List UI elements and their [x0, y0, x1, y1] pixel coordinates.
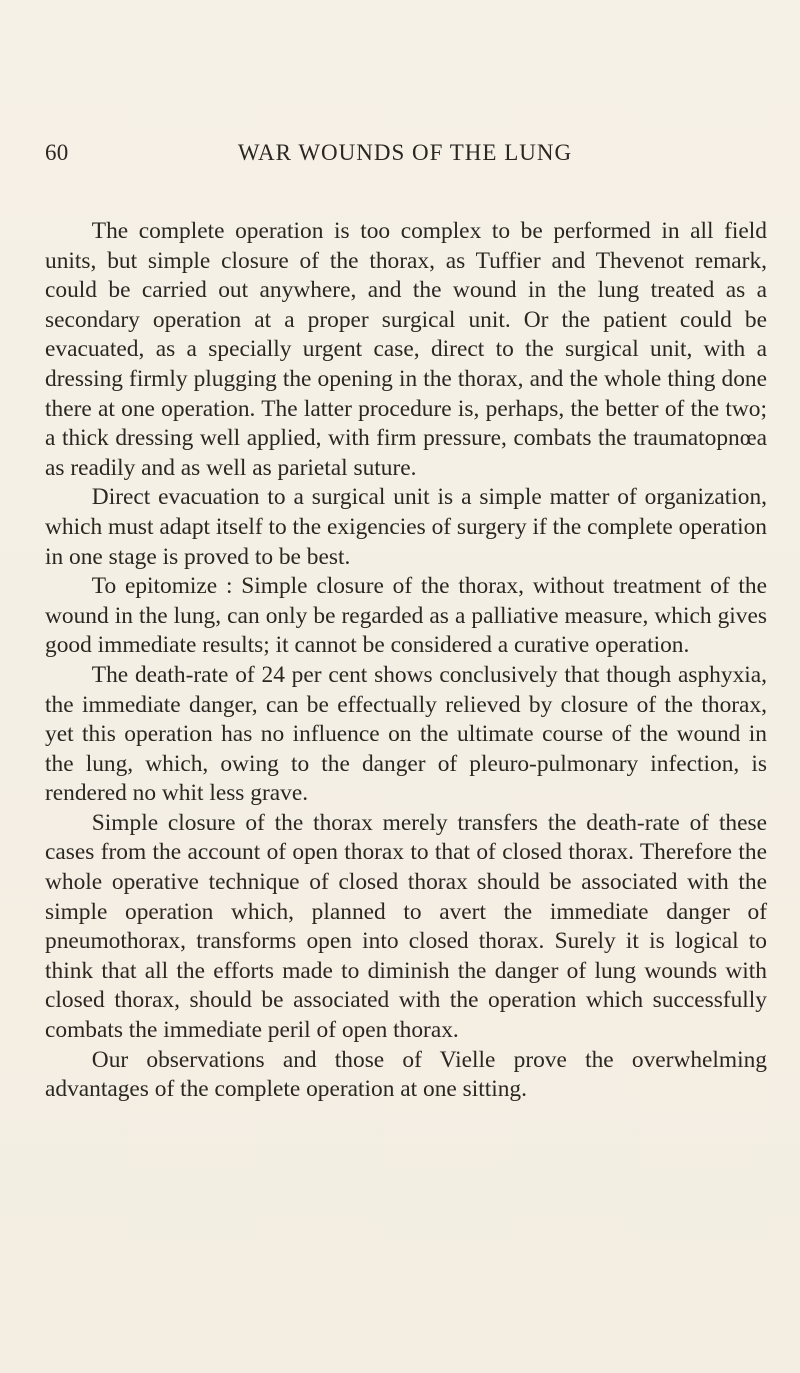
paragraph: The death-rate of 24 per cent shows conclusively that though asphyxia, the immediate danger, can be effectually relieved by closure of the thorax, yet this operation has no influence on the ultimate course of the wound in the lung, which, owing to the danger of pleuro-pulmonary infection, is rendered no whit less grave. [45, 661, 767, 807]
page-number: 60 [45, 140, 69, 165]
paragraph: Simple closure of the thorax merely transfers the death-rate of these cases from the account of open thorax to that of closed thorax. Therefore the whole operative technique of closed thorax should be associated with the simple operation which, planned to avert the immediate danger of pneumothorax, transforms open into closed thorax. Surely it is logical to think that all the efforts made to diminish the danger of lung wounds with closed thorax, should be associated with the operation which successfully combats the immediate peril of open thorax. [45, 809, 767, 1044]
paragraph: To epitomize : Simple closure of the thorax, without treatment of the wound in the lung, can only be regarded as a palliative measure, which gives good immediate results; it cannot be considered a curative operation. [45, 573, 767, 659]
paragraph: Our observations and those of Vielle prove the overwhelming advantages of the complete operation at one sitting. [45, 1046, 767, 1103]
paragraph: Direct evacuation to a surgical unit is a simple matter of organization, which must adapt itself to the exigencies of surgery if the complete operation in one stage is proved to be best. [45, 484, 767, 570]
body-text [45, 217, 767, 1105]
running-head [45, 140, 765, 176]
paragraph: The complete operation is too complex to be performed in all field units, but simple closure of the thorax, as Tuffier and Thevenot remark, could be carried out anywhere, and the wound in the lung treated as a secondary operation at a proper surgical unit. Or the patient could be evacuated, as a specially urgent case, direct to the surgical unit, with a dressing firmly plugging the opening in the thorax, and the whole thing done there at one operation. The latter procedure is, perhaps, the better of the two; a thick dressing well applied, with firm pressure, combats the traumatopnœa as readily and as well as parietal suture. [45, 218, 767, 481]
running-title: WAR WOUNDS OF THE LUNG [237, 140, 573, 165]
